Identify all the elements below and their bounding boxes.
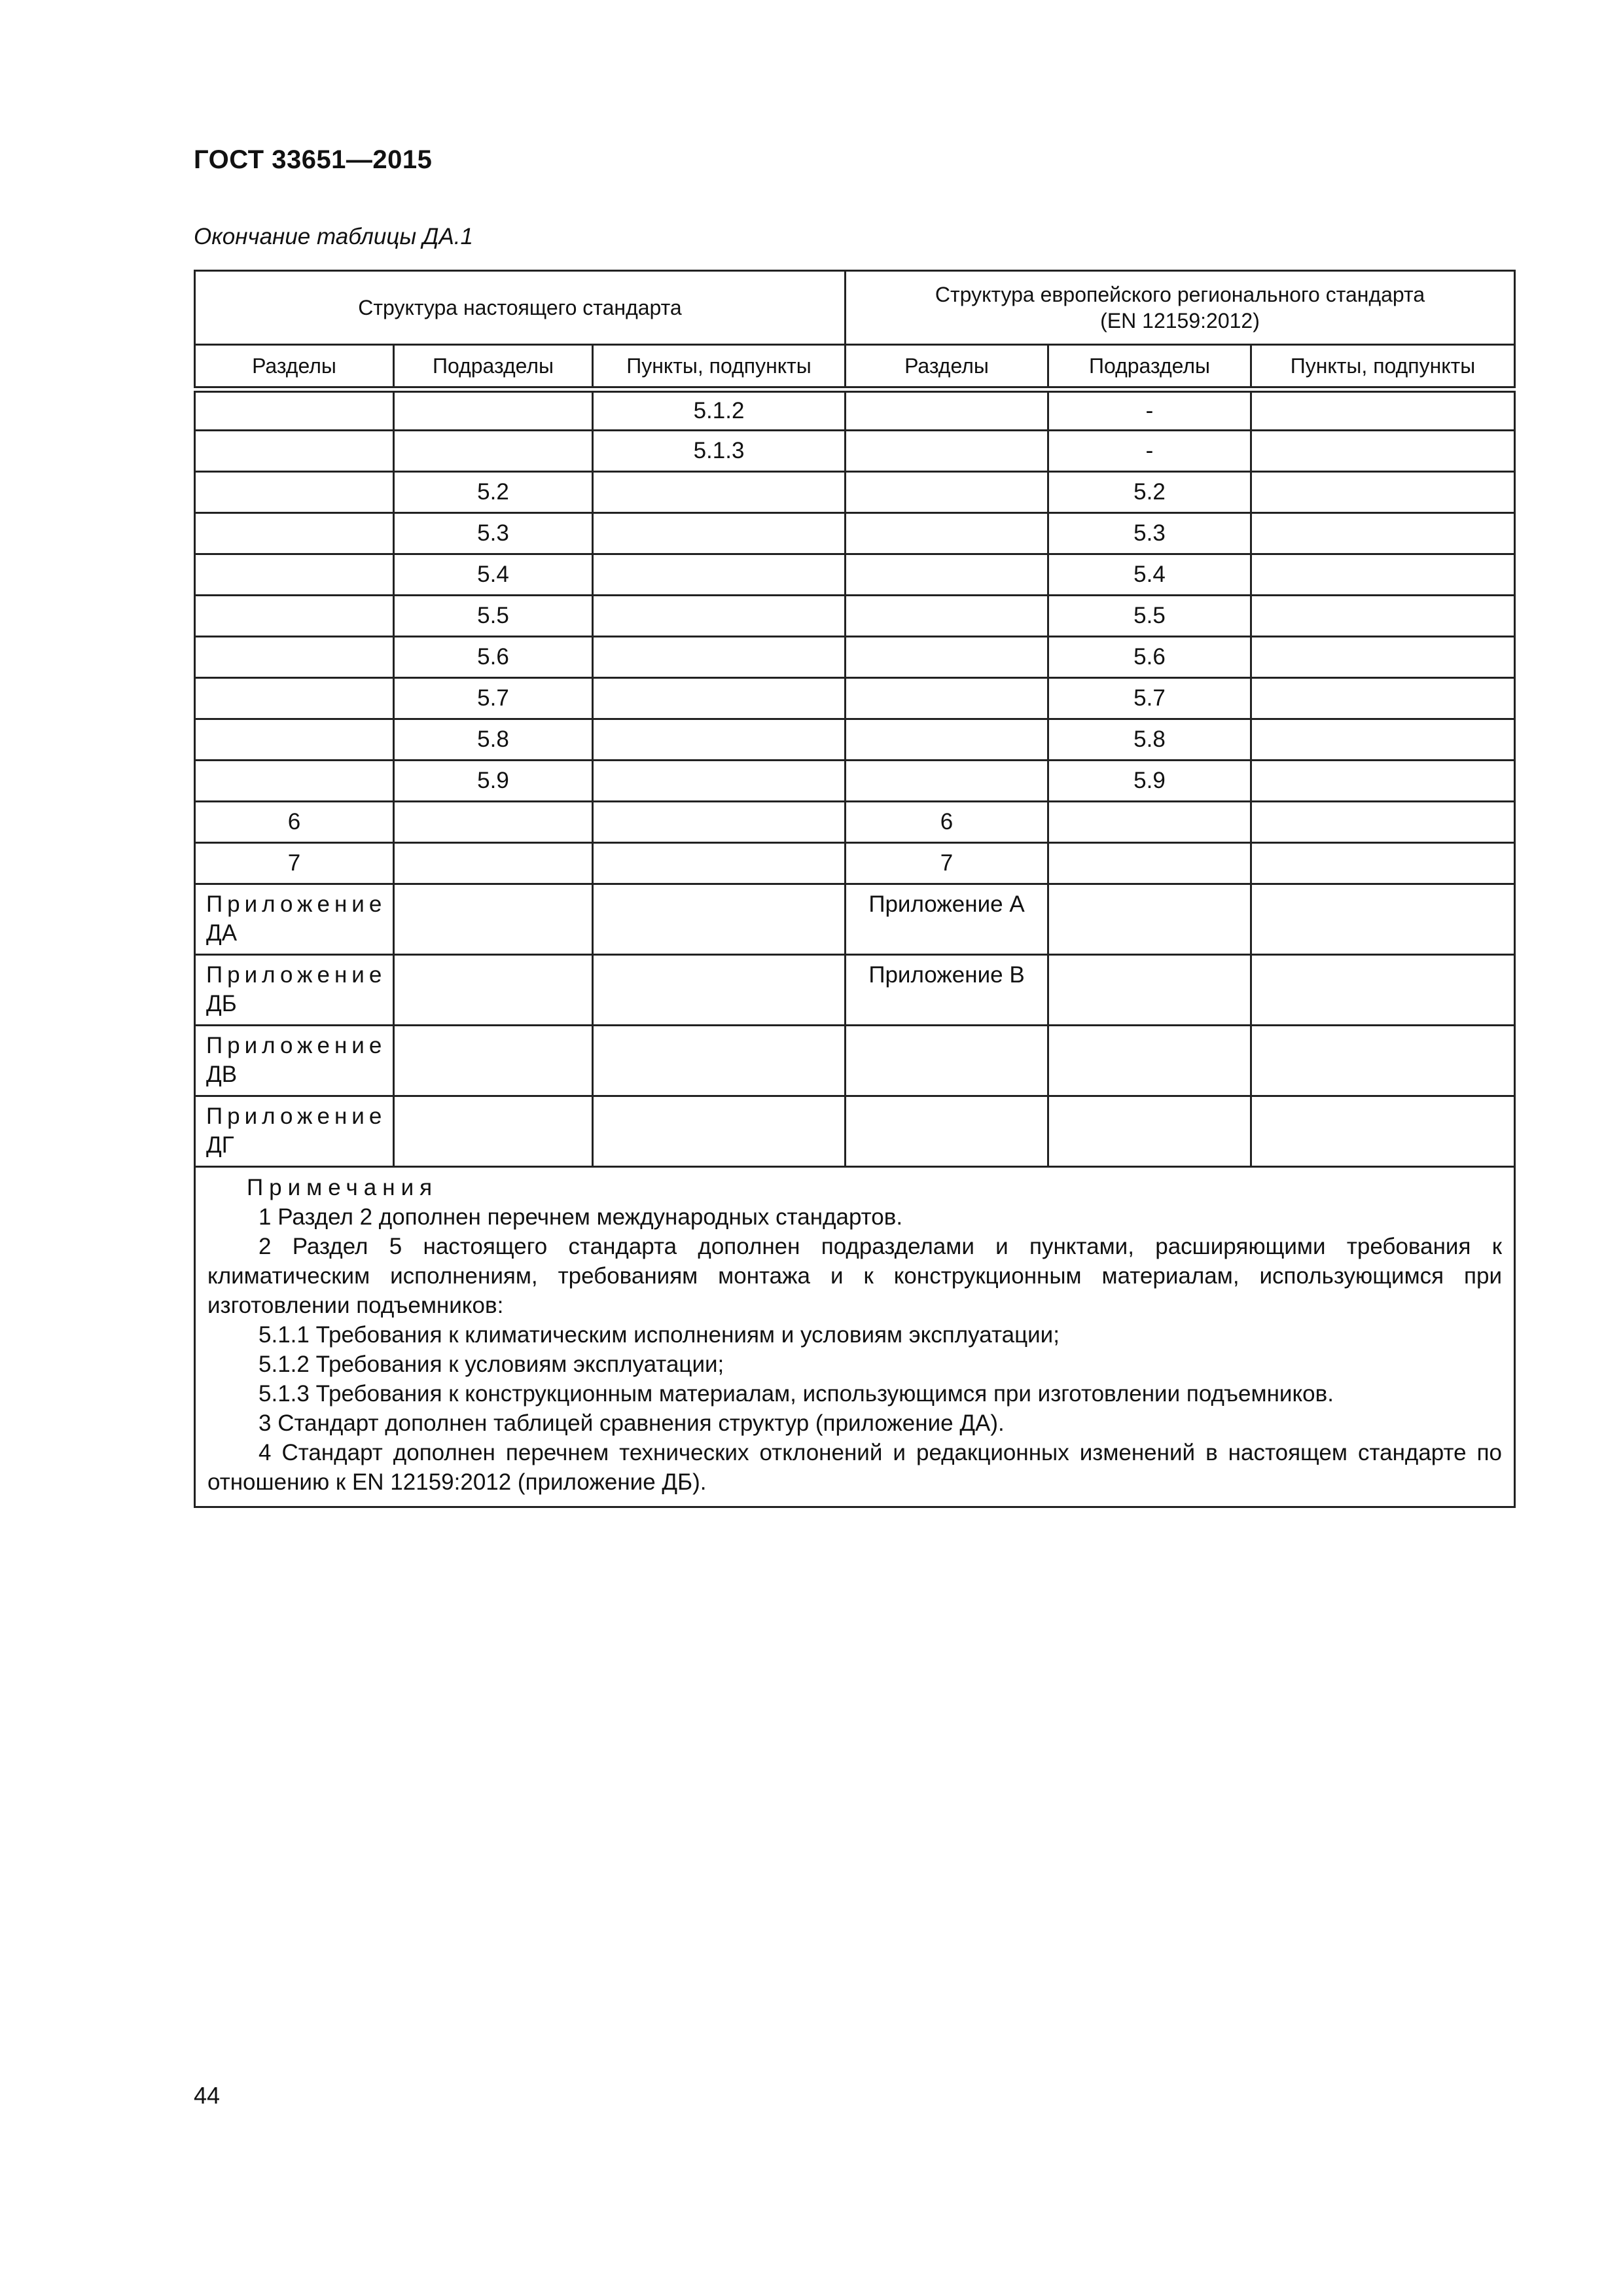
- european-standard-header-line1: Структура европейского регионального стандарта: [935, 283, 1425, 306]
- table-cell: 5.9: [394, 761, 593, 802]
- table-cell: 5.6: [1048, 637, 1251, 678]
- appendix-letter: ДБ: [206, 991, 237, 1016]
- table-cell: 5.5: [1048, 596, 1251, 637]
- column-header-row: [195, 345, 1515, 389]
- table-cell: [1048, 884, 1251, 955]
- column-header: Подразделы: [394, 345, 593, 389]
- appendix-letter: ДВ: [206, 1062, 238, 1087]
- table-cell: [593, 472, 846, 513]
- table-cell: [1251, 513, 1515, 554]
- table-cell: [846, 678, 1048, 719]
- table-cell: [1251, 389, 1515, 431]
- table-cell: [593, 1026, 846, 1096]
- table-cell: -: [1048, 431, 1251, 472]
- table-cell: [846, 472, 1048, 513]
- table-cell: [1251, 596, 1515, 637]
- table-row: [195, 637, 1515, 678]
- appendix-row: [195, 955, 1515, 1026]
- european-standard-header-line2: (EN 12159:2012): [1100, 309, 1260, 332]
- table-cell: 5.1.3: [593, 431, 846, 472]
- notes-row: [195, 1167, 1515, 1507]
- table-cell: [846, 761, 1048, 802]
- table-row: [195, 513, 1515, 554]
- table-cell: [195, 596, 394, 637]
- appendix-letter: ДГ: [206, 1132, 234, 1158]
- appendix-european: Приложение А: [846, 884, 1048, 955]
- table-cell: [394, 1026, 593, 1096]
- table-cell: 5.8: [1048, 719, 1251, 761]
- table-cell: [394, 431, 593, 472]
- table-cell: [1251, 802, 1515, 843]
- table-cell: [1048, 955, 1251, 1026]
- appendix-row: [195, 1026, 1515, 1096]
- appendix-label: [195, 1026, 394, 1096]
- table-cell: [1251, 431, 1515, 472]
- column-header: Разделы: [195, 345, 394, 389]
- table-cell: 6: [195, 802, 394, 843]
- column-header: Пункты, подпункты: [1251, 345, 1515, 389]
- table-cell: 5.2: [394, 472, 593, 513]
- table-cell: [195, 431, 394, 472]
- table-cell: [846, 389, 1048, 431]
- table-cell: [1251, 719, 1515, 761]
- appendix-label: [195, 955, 394, 1026]
- table-cell: [195, 472, 394, 513]
- appendix-word: Приложение: [206, 962, 387, 988]
- column-header: Подразделы: [1048, 345, 1251, 389]
- table-cell: [593, 513, 846, 554]
- table-cell: [394, 802, 593, 843]
- table-cell: 5.1.2: [593, 389, 846, 431]
- table-cell: 7: [846, 843, 1048, 884]
- table-cell: [1251, 678, 1515, 719]
- appendix-row: [195, 1096, 1515, 1167]
- table-cell: [195, 719, 394, 761]
- table-cell: 5.3: [1048, 513, 1251, 554]
- table-cell: [1251, 761, 1515, 802]
- table-row: [195, 719, 1515, 761]
- table-cell: [195, 554, 394, 596]
- table-cell: 5.7: [394, 678, 593, 719]
- table-cell: [1048, 1026, 1251, 1096]
- table-cell: [394, 1096, 593, 1167]
- table-row: [195, 761, 1515, 802]
- note-item: 2 Раздел 5 настоящего стандарта дополнен подразделами и пунктами, расширяющими требования к климатическим исполнениям, требованиям монтажа и к конструкционным материалам, использующимся при изготовлении подъемников:: [207, 1234, 1503, 1318]
- table-cell: [593, 554, 846, 596]
- table-caption: Окончание таблицы ДА.1: [194, 224, 473, 249]
- appendix-european: Приложение В: [846, 955, 1048, 1026]
- table-cell: [846, 719, 1048, 761]
- table-cell: [593, 955, 846, 1026]
- table-cell: [593, 1096, 846, 1167]
- note-item: 3 Стандарт дополнен таблицей сравнения структур (приложение ДА).: [259, 1410, 1005, 1436]
- table-cell: [846, 431, 1048, 472]
- table-cell: [593, 761, 846, 802]
- table-cell: [195, 513, 394, 554]
- table-cell: [846, 596, 1048, 637]
- appendix-row: [195, 884, 1515, 955]
- table-row: [195, 678, 1515, 719]
- appendix-letter: ДА: [206, 920, 238, 946]
- notes-cell: [195, 1167, 1515, 1507]
- document-header: ГОСТ 33651—2015: [194, 145, 433, 174]
- table-cell: [1251, 955, 1515, 1026]
- table-row: [195, 802, 1515, 843]
- appendix-word: Приложение: [206, 1103, 387, 1129]
- table-cell: 5.8: [394, 719, 593, 761]
- table-cell: [593, 884, 846, 955]
- table-cell: [195, 678, 394, 719]
- table-cell: [394, 389, 593, 431]
- table-cell: 5.6: [394, 637, 593, 678]
- appendix-word: Приложение: [206, 891, 387, 917]
- table-cell: -: [1048, 389, 1251, 431]
- column-header: Пункты, подпункты: [593, 345, 846, 389]
- note-item: 4 Стандарт дополнен перечнем технических отклонений и редакционных изменений в настоящем стандарте по отношению к EN 12159:2012 (приложение ДБ).: [207, 1440, 1503, 1495]
- structure-comparison-table: [194, 270, 1516, 1508]
- table-cell: [394, 843, 593, 884]
- table-cell: 5.5: [394, 596, 593, 637]
- table-cell: [195, 637, 394, 678]
- table-cell: [1048, 802, 1251, 843]
- table-cell: [1251, 554, 1515, 596]
- group-header-row: [195, 271, 1515, 345]
- table-cell: [593, 637, 846, 678]
- table-row: [195, 472, 1515, 513]
- table-cell: [394, 955, 593, 1026]
- table-cell: [593, 843, 846, 884]
- table-cell: [846, 554, 1048, 596]
- table-cell: 7: [195, 843, 394, 884]
- table-row: [195, 431, 1515, 472]
- appendix-word: Приложение: [206, 1033, 387, 1058]
- table-cell: [1048, 843, 1251, 884]
- appendix-european: [846, 1026, 1048, 1096]
- current-standard-header: Структура настоящего стандарта: [195, 271, 846, 345]
- table-cell: 5.4: [394, 554, 593, 596]
- table-row: [195, 389, 1515, 431]
- notes-title: Примечания: [247, 1175, 438, 1200]
- table-cell: [195, 389, 394, 431]
- column-header: Разделы: [846, 345, 1048, 389]
- table-cell: [1251, 637, 1515, 678]
- table-cell: [593, 719, 846, 761]
- note-item: 5.1.1 Требования к климатическим исполнениям и условиям эксплуатации;: [259, 1322, 1060, 1348]
- table-cell: 5.2: [1048, 472, 1251, 513]
- european-standard-header: [846, 271, 1515, 345]
- table-cell: [846, 637, 1048, 678]
- table-cell: [593, 596, 846, 637]
- appendix-label: [195, 884, 394, 955]
- table-cell: 5.3: [394, 513, 593, 554]
- table-cell: [1251, 843, 1515, 884]
- table-cell: [846, 513, 1048, 554]
- note-item: 1 Раздел 2 дополнен перечнем международных стандартов.: [259, 1204, 903, 1230]
- table-cell: 5.9: [1048, 761, 1251, 802]
- table-cell: 5.4: [1048, 554, 1251, 596]
- table-cell: 5.7: [1048, 678, 1251, 719]
- table-cell: [1251, 884, 1515, 955]
- note-item: 5.1.2 Требования к условиям эксплуатации;: [259, 1352, 724, 1377]
- table-row: [195, 596, 1515, 637]
- appendix-label: [195, 1096, 394, 1167]
- table-cell: [1048, 1096, 1251, 1167]
- table-cell: [1251, 1096, 1515, 1167]
- table-cell: [1251, 472, 1515, 513]
- table-cell: 6: [846, 802, 1048, 843]
- appendix-european: [846, 1096, 1048, 1167]
- table-cell: [195, 761, 394, 802]
- table-cell: [593, 802, 846, 843]
- table-row: [195, 843, 1515, 884]
- page-number: 44: [194, 2082, 221, 2109]
- note-item: 5.1.3 Требования к конструкционным материалам, использующимся при изготовлении подъемников.: [259, 1381, 1334, 1407]
- table-row: [195, 554, 1515, 596]
- table-cell: [593, 678, 846, 719]
- table-cell: [1251, 1026, 1515, 1096]
- table-cell: [394, 884, 593, 955]
